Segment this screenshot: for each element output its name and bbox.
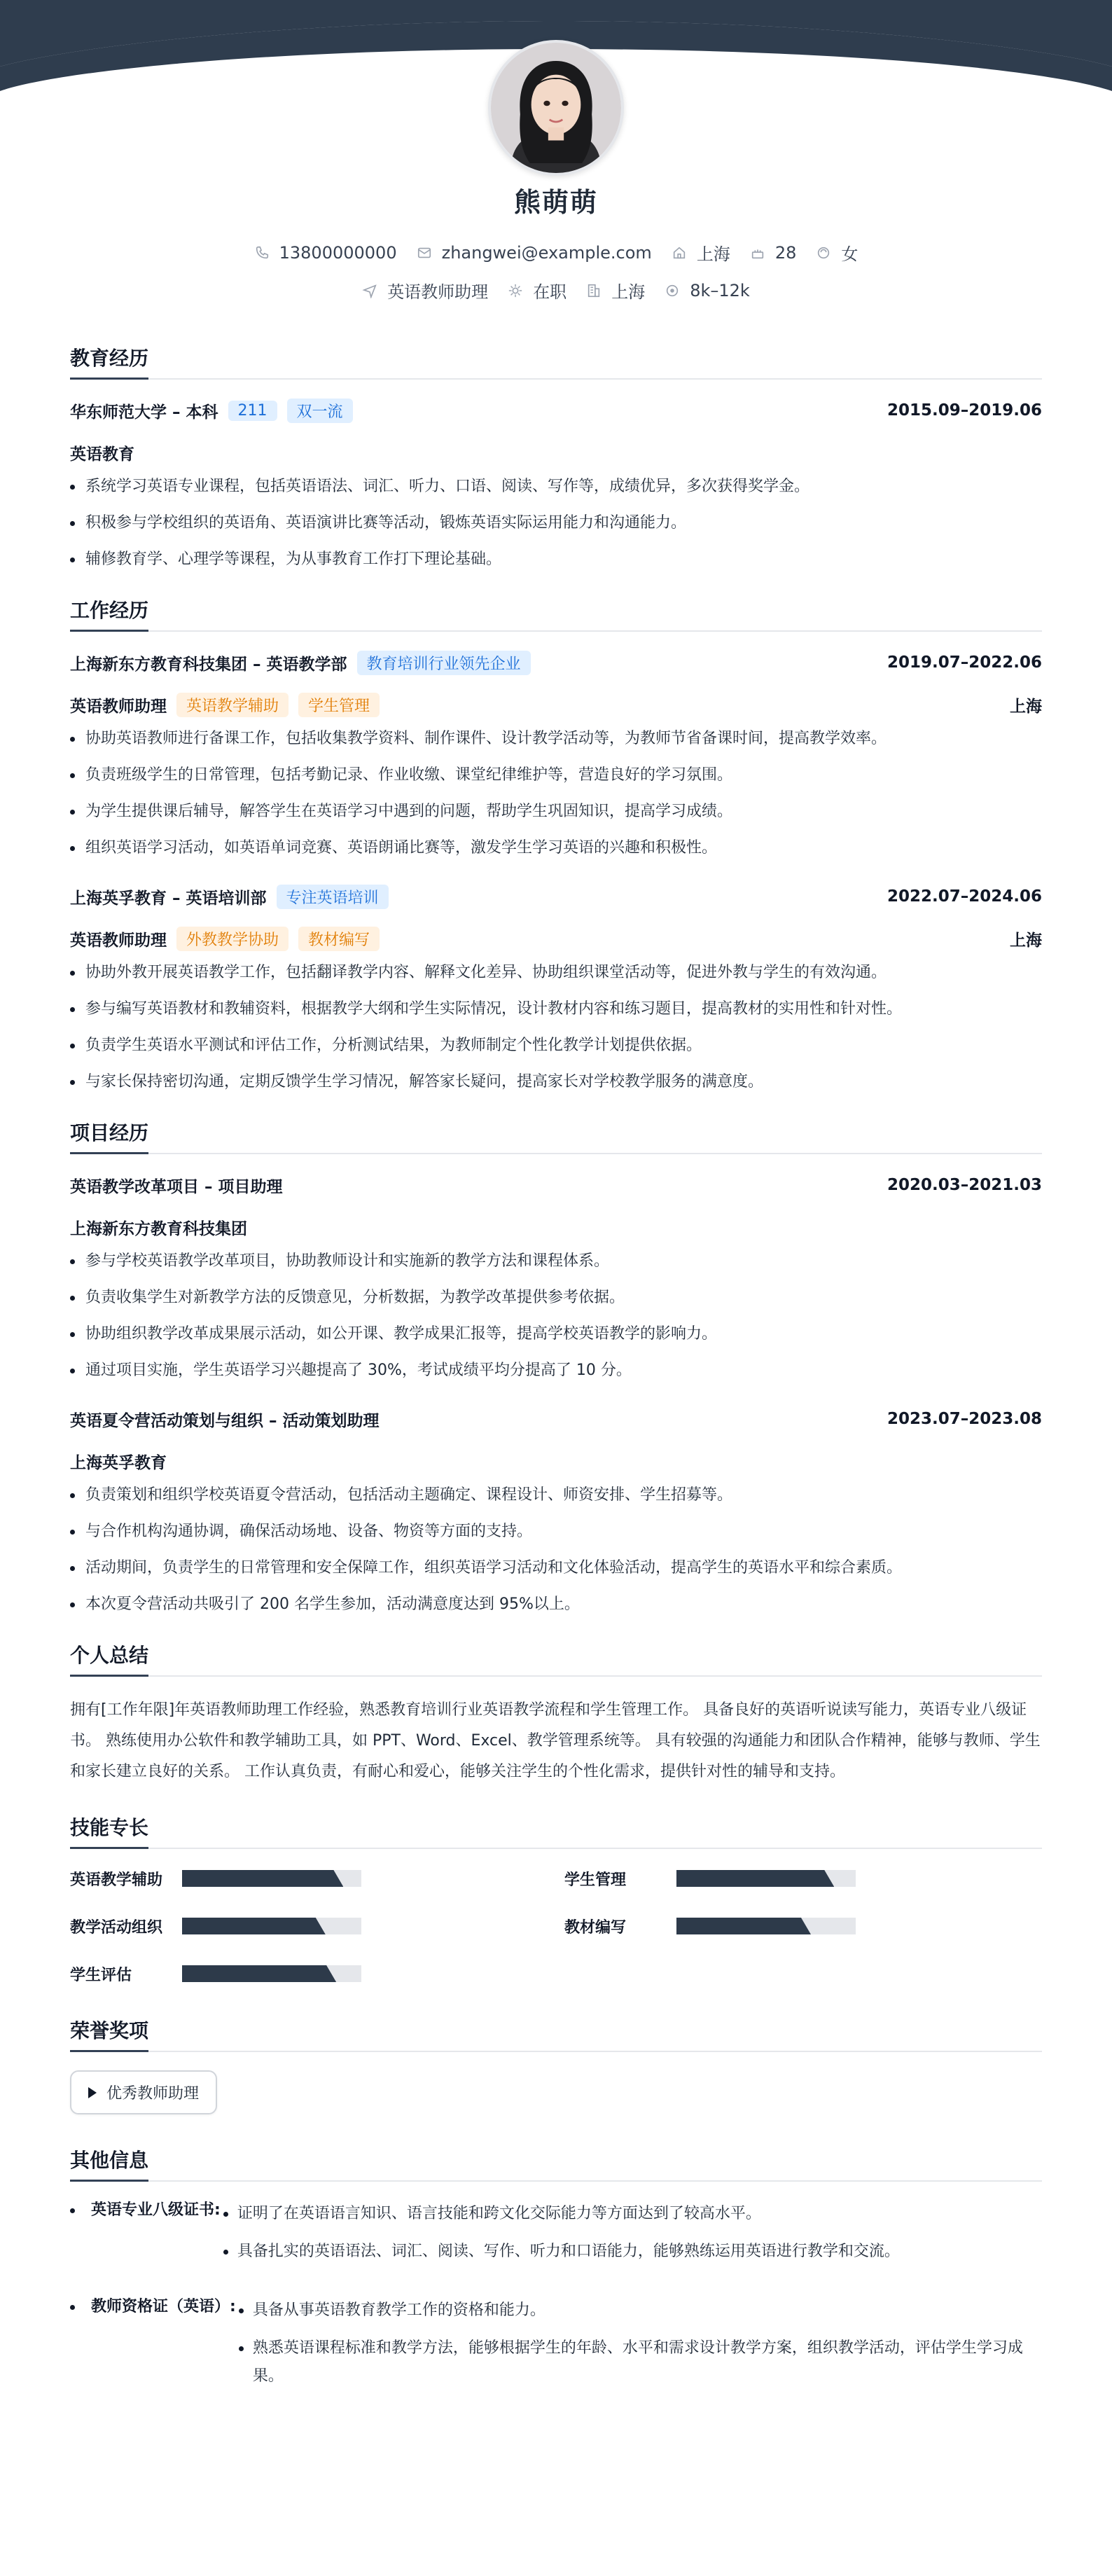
list-item: 协助组织教学改革成果展示活动，如公开课、教学成果汇报等，提高学校英语教学的影响力。 <box>70 1324 1042 1345</box>
other-item <box>70 2200 1042 2276</box>
job-target <box>362 278 488 303</box>
tag: 教育培训行业领先企业 <box>357 651 531 675</box>
list-item: 协助外教开展英语教学工作，包括翻译教学内容、解释文化差异、协助组织课堂活动等，促进外教与学生的有效沟通。 <box>70 962 1042 983</box>
city <box>672 240 730 265</box>
target-city-value: 上海 <box>611 282 646 302</box>
status-value: 在职 <box>533 282 567 302</box>
skill-name: 教材编写 <box>564 1918 627 1937</box>
date-range: 2019.07–2022.06 <box>887 653 1042 672</box>
list-item: 与家长保持密切沟通，定期反馈学生学习情况，解答家长疑问，提高家长对学校教学服务的满意度。 <box>70 1072 1042 1093</box>
tag: 教材编写 <box>298 927 380 951</box>
tag: 学生管理 <box>298 693 380 717</box>
role-name: 英语教师助理 <box>70 931 167 950</box>
summary-text: 拥有[工作年限]年英语教师助理工作经验，熟悉教育培训行业英语教学流程和学生管理工作。 具备良好的英语听说读写能力，英语专业八级证书。 熟练使用办公软件和教学辅助工具，如 PPT、Word、Excel、教学管理系统等。 具有较强的沟通能力和团队合作精神，能够与教师、学生和家长建立良好的关系。 工作认真负责，有耐心和爱心，能够关注学生的个性化需求，提供针对性的辅导和支持。 <box>70 1701 1041 1780</box>
list-item: 参与编写英语教材和教辅资料，根据教学大纲和学生实际情况，设计教材内容和练习题目，提高教材的实用性和针对性。 <box>70 999 1042 1020</box>
section-title: 其他信息 <box>70 2145 1042 2182</box>
resume-content <box>70 343 1042 2421</box>
gender-value: 女 <box>841 244 859 264</box>
age-value: 28 <box>774 242 797 263</box>
role-name: 英语教师助理 <box>70 697 167 716</box>
project-entry <box>70 1172 1042 1381</box>
city-value: 上海 <box>696 244 730 264</box>
location: 上海 <box>1010 931 1042 950</box>
section-title: 技能专长 <box>70 1813 1042 1849</box>
salary <box>665 281 750 300</box>
work-entry <box>70 650 1042 859</box>
skills-section <box>70 1813 1042 1985</box>
skill-name: 学生评估 <box>70 1966 132 1984</box>
list-item: 辅修教育学、心理学等课程，为从事教育工作打下理论基础。 <box>70 549 1042 570</box>
bullet-list <box>70 1251 1042 1381</box>
status-icon <box>508 283 523 298</box>
honors-section <box>70 2016 1042 2145</box>
bullet-list <box>236 2297 1042 2400</box>
company-name: 上海英孚教育 – 英语培训部 <box>70 889 267 908</box>
list-item: 组织英语学习活动，如英语单词竞赛、英语朗诵比赛等，激发学生学习英语的兴趣和积极性。 <box>70 838 1042 859</box>
date-range: 2015.09–2019.06 <box>887 401 1042 420</box>
list-item: 负责班级学生的日常管理，包括考勤记录、作业收缴、课堂纪律维护等，营造良好的学习氛围。 <box>70 765 1042 786</box>
email <box>417 243 652 263</box>
education-entry <box>70 398 1042 570</box>
work-entry <box>70 884 1042 1093</box>
avatar <box>488 40 624 176</box>
send-icon <box>362 283 377 298</box>
entry-header <box>70 884 1042 909</box>
role-row <box>70 692 1042 717</box>
contact-row-primary <box>0 240 1112 265</box>
role-row <box>70 926 1042 951</box>
salary-value: 8k–12k <box>690 280 750 300</box>
bullet-list <box>70 728 1042 859</box>
skill-item <box>70 1962 564 1985</box>
entry-header <box>70 398 1042 423</box>
gender-icon <box>816 245 831 261</box>
list-item: 证明了在英语语言知识、语言技能和跨文化交际能力等方面达到了较高水平。 <box>221 2200 900 2228</box>
bullet-list <box>70 476 1042 570</box>
skill-bar-fill <box>182 1918 326 1934</box>
tag: 专注英语培训 <box>277 885 389 909</box>
tag: 外教教学协助 <box>176 927 289 951</box>
entry-header <box>70 1172 1042 1198</box>
date-range: 2023.07–2023.08 <box>887 1410 1042 1428</box>
skill-bar-fill <box>182 1870 343 1887</box>
project-entry <box>70 1406 1042 1615</box>
list-item: 参与学校英语教学改革项目，协助教师设计和实施新的教学方法和课程体系。 <box>70 1251 1042 1272</box>
location-icon <box>672 245 687 261</box>
honor-label: 优秀教师助理 <box>106 2085 200 2103</box>
location: 上海 <box>1010 697 1042 716</box>
list-item: 系统学习英语专业课程，包括英语语法、词汇、听力、口语、阅读、写作等，成绩优异，多次获得奖学金。 <box>70 476 1042 497</box>
status <box>508 278 567 303</box>
summary-section <box>70 1640 1042 1787</box>
org-value: 上海英孚教育 <box>70 1453 167 1472</box>
company-name: 上海新东方教育科技集团 – 英语教学部 <box>70 655 347 674</box>
project-org <box>70 1214 1042 1240</box>
work-section <box>70 595 1042 1093</box>
tag: 双一流 <box>287 399 353 423</box>
phone-value: 13800000000 <box>279 242 397 263</box>
bullet-list <box>70 962 1042 1093</box>
section-title: 荣誉奖项 <box>70 2016 1042 2052</box>
list-item: 活动期间，负责学生的日常管理和安全保障工作，组织英语学习活动和文化体验活动，提高学生的英语水平和综合素质。 <box>70 1558 1042 1579</box>
portrait-image <box>491 43 621 173</box>
candidate-name: 熊萌萌 <box>513 187 598 218</box>
skill-name: 教学活动组织 <box>70 1918 163 1937</box>
salary-icon <box>665 283 680 298</box>
contact-row-secondary <box>0 278 1112 303</box>
list-item: 协助英语教师进行备课工作，包括收集教学资料、制作课件、设计教学活动等，为教师节省备课时间，提高教学效率。 <box>70 728 1042 749</box>
list-item: 本次夏令营活动共吸引了 200 名学生参加，活动满意度达到 95%以上。 <box>70 1594 1042 1615</box>
skill-bar <box>676 1870 856 1887</box>
list-item: 负责学生英语水平测试和评估工作，分析测试结果，为教师制定个性化教学计划提供依据。 <box>70 1035 1042 1056</box>
list-item: 具备扎实的英语语法、词汇、阅读、写作、听力和口语能力，能够熟练运用英语进行教学和交流。 <box>221 2238 900 2266</box>
honor-badge[interactable] <box>70 2070 217 2114</box>
tag: 211 <box>228 401 277 421</box>
project-title: 英语夏令营活动策划与组织 – 活动策划助理 <box>70 1411 380 1430</box>
list-item: 负责策划和组织学校英语夏令营活动，包括活动主题确定、课程设计、师资安排、学生招募等。 <box>70 1485 1042 1506</box>
list-item: 为学生提供课后辅导，解答学生在英语学习中遇到的问题，帮助学生巩固知识，提高学习成绩。 <box>70 801 1042 822</box>
skill-name: 英语教学辅助 <box>70 1871 163 1889</box>
skill-bar <box>676 1918 856 1934</box>
building-icon <box>586 283 602 298</box>
list-item: 熟悉英语课程标准和教学方法，能够根据学生的年龄、水平和需求设计教学方案，组织教学活动，评估学生学习成果。 <box>236 2334 1042 2390</box>
project-org <box>70 1448 1042 1474</box>
play-icon <box>88 2087 97 2098</box>
education-section <box>70 343 1042 570</box>
tag: 英语教学辅助 <box>176 693 289 717</box>
org-value: 上海新东方教育科技集团 <box>70 1219 247 1238</box>
mail-icon <box>417 245 432 261</box>
date-range: 2020.03–2021.03 <box>887 1176 1042 1194</box>
skill-bar <box>182 1918 361 1934</box>
job-target-value: 英语教师助理 <box>387 282 489 302</box>
skill-bar <box>182 1870 361 1887</box>
target-city <box>586 278 645 303</box>
projects-section <box>70 1118 1042 1615</box>
section-title: 教育经历 <box>70 343 1042 380</box>
other-item <box>70 2297 1042 2400</box>
other-key: 英语专业八级证书: <box>70 2200 221 2276</box>
section-title: 项目经历 <box>70 1118 1042 1154</box>
project-title: 英语教学改革项目 – 项目助理 <box>70 1177 283 1196</box>
list-item: 积极参与学校组织的英语角、英语演讲比赛等活动，锻炼英语实际运用能力和沟通能力。 <box>70 513 1042 534</box>
email-value: zhangwei@example.com <box>441 242 652 263</box>
skill-item <box>70 1915 564 1937</box>
list-item: 与合作机构沟通协调，确保活动场地、设备、物资等方面的支持。 <box>70 1521 1042 1542</box>
other-section <box>70 2145 1042 2400</box>
skill-bar-fill <box>182 1965 336 1982</box>
list-item: 具备从事英语教育教学工作的资格和能力。 <box>236 2297 1042 2325</box>
skills-grid <box>70 1867 1042 1985</box>
list-item: 通过项目实施，学生英语学习兴趣提高了 30%，考试成绩平均分提高了 10 分。 <box>70 1360 1042 1381</box>
other-key: 教师资格证（英语）: <box>70 2297 236 2400</box>
entry-header <box>70 650 1042 675</box>
age-icon <box>750 245 765 261</box>
phone <box>254 243 397 263</box>
skill-name: 学生管理 <box>564 1871 627 1889</box>
school-name: 华东师范大学 – 本科 <box>70 403 218 422</box>
skill-bar-fill <box>676 1870 834 1887</box>
date-range: 2022.07–2024.06 <box>887 887 1042 906</box>
phone-icon <box>254 245 270 261</box>
skill-bar <box>182 1965 361 1982</box>
section-title: 工作经历 <box>70 595 1042 632</box>
section-title: 个人总结 <box>70 1640 1042 1677</box>
age <box>750 243 797 263</box>
list-item: 负责收集学生对新教学方法的反馈意见，分析数据，为教学改革提供参考依据。 <box>70 1287 1042 1308</box>
entry-header <box>70 1406 1042 1432</box>
skill-item <box>70 1867 564 1890</box>
bullet-list <box>221 2200 900 2276</box>
major-value: 英语教育 <box>70 445 134 464</box>
gender <box>816 240 858 265</box>
skill-item <box>564 1915 1042 1937</box>
major <box>70 440 1042 465</box>
bullet-list <box>70 1485 1042 1615</box>
skill-item <box>564 1867 1042 1890</box>
skill-bar-fill <box>676 1918 811 1934</box>
